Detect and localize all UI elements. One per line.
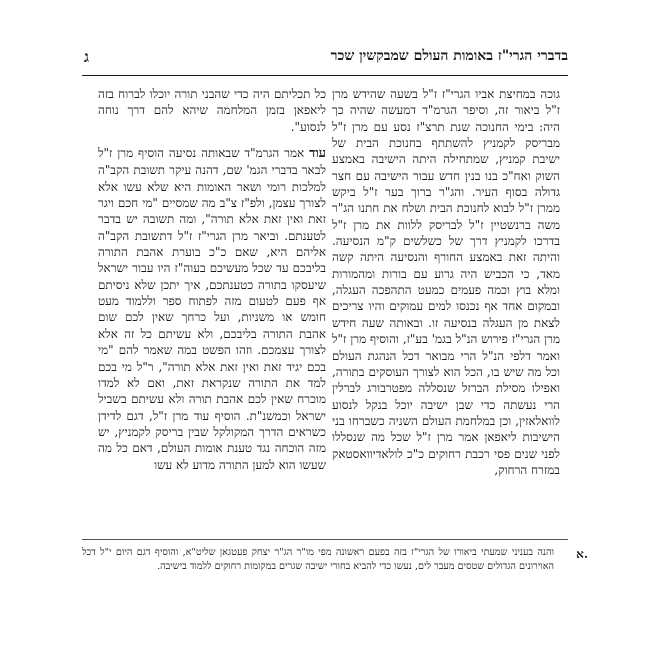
paragraph-text: אמר הגרמ"ד שבאותה נסיעה הוסיף מרן ז"ל לבאר בדברי הגמ' שם, דהנה עיקר תשובת הקב"ה למלכות רומי ושאר האומות היא שלא עשו אלא לצורך עצמן, ולפ"ז צ"ב מה שמסיים "מי חכם ויגר זאת ואין זאת אלא תורה", ומה תשובה יש בדבר לטענתם. וביאר מרן הגרי"ז ז"ל דתשובת הקב"ה אליהם היא, שאם כ"כ בוערת אהבת התורה בליבכם עד שכל מעשיכם בעוה"ז היו עבור ישראל שיעסקו בתורה כטענתכם, איך יתכן שלא ניסיתם אף פעם לטעום מזה לפתוח ספר וללמוד מעט חומש או משניות, ועל כרחך שאין לכם שום אהבת התורה בליבכם, ולא עשיתם כל זה אלא לצורך עצמכם. וזהו הפשט במה שאמר להם "מי בכם יגיד זאת ואין זאת אלא תורה", ר"ל מי בכם למד את התורה שנקראת זאת, ואם לא למדו מוכרח שאין לכם אהבת תורה ולא עשיתם בשביל ישראל וכמשנ"ת. הוסיף עוד מרן ז"ל, דגם לדידן כשראים הדרך המקולקל שבין בריסק לקמניץ, יש מזה הוכחה נגד טענת אומות העולם, דאם כל מה שעשו הוא למען התורה מדוע לא עשו	[98, 146, 326, 472]
header-title: בדברי הגרי"ז באומות העולם שמבקשין שכר	[330, 48, 568, 64]
lead-word: עוד	[309, 146, 326, 162]
page-number: ג	[84, 48, 89, 66]
footnote-marker: א.	[576, 547, 588, 561]
footnote	[82, 546, 554, 574]
paragraph: כל תכליתם היה כדי שהבני תורה יוכלו לברוח בזה ליאפאן בזמן המלחמה שיהא להם דרך נוחה לנסוע".	[98, 87, 326, 134]
paragraph: גוכה במחיצת אביו הגרי"ז ז"ל בשעה שהידש מרן ז"ל ביאור זה, וסיפר הגרמ"ד דמעשה שהיה כך היה: בימי החנוכה שנת תרצ"ז נסע עם מרן ז"ל מבריסק לקמניץ להשתתף בחנוכת הבית של ישיבת קמניץ, שמתחילה היתה הישיבה באמצע השוק ואח"כ בנו בנין חדש עבור הישיבה עם חצר גדולה בסוף העיר. והג"ר ברוך בער ז"ל ביקש ממרן ז"ל לבוא לחנוכת הבית ושלח את חתנו הג"ר משה ברנשטיין ז"ל לבריסק ללוות את מרן ז"ל בדרכו לקמניץ דרך של כשלשים ק"מ הנסיעה. והיתה זאת באמצע החורף והנסיעה היתה קשה מאד, כי הכביש היה גרוע עם בורות ומהמורות ומלא בוץ וכמה פעמים כמעט התהפכה העגלה, ובמקום אחד אף נכנסו למים עמוקים והיו צריכים לצאת מן העגלה בנסיעה זו. ובאותה שעה חידש מרן הגרי"ז פירוש הנ"ל בגמ' בע"ז, והוסיף מרן ז"ל ואמר דלפי הנ"ל הרי מבואר דכל הנהגת העולם וכל מה שיש בו, הכל הוא לצורך העוסקים בתורה, ואפילו מסילת הברזל שנסללה מפטרבורג לברלין הרי נעשתה כדי שבן ישיבה יוכל בנקל לנסוע לוואלאזין, וכן במלחמת העולם השניה כשברחו בני הישיבות ליאפאן אמר מרן ז"ל שכל מה שנסללו לפני שנים פסי רכבת רחוקים כ"כ לולאדיוואסטאק במזרח הרחוק,	[332, 87, 560, 477]
footnote-text: והנה בעניני שמעתי ביאורו של הגרי"ז בזה בפעם ראשונה מפי מו"ר הג"ר יצחק פעטגאן שליט"א, והוסיף דגם היום י"ל דכל האוירונים הגדולים שטסים מעבר לים, נעשו כדי להביא בחורי ישיבה שגרים במקומות רחוקים ללמוד בישיבה.	[82, 547, 554, 572]
